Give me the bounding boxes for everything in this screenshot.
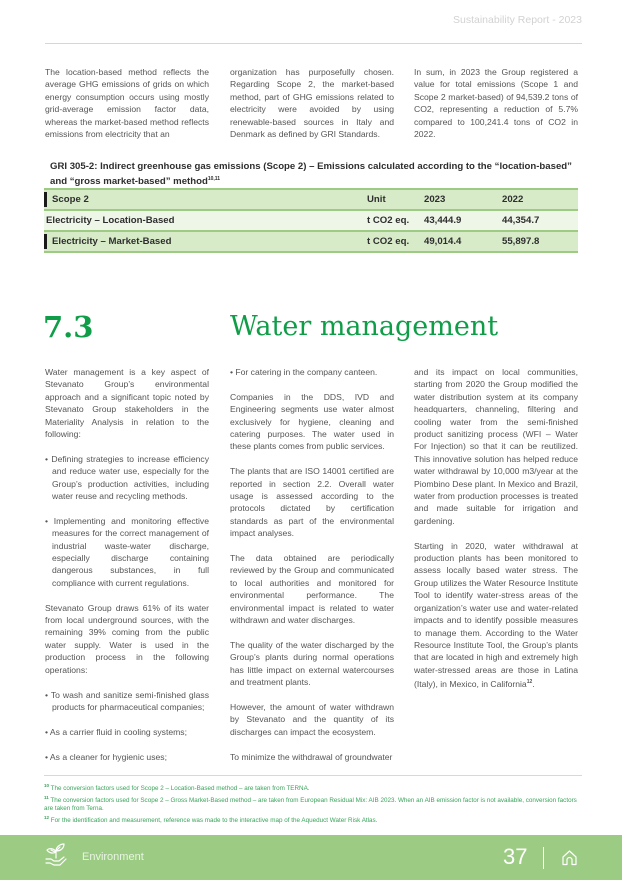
footnote-number: 11 [44, 794, 49, 800]
body-column-2 [230, 366, 394, 763]
paragraph: The location-based method reflects the average GHG emissions of grids on which energy consumption occurs using mostly grid-average emission factor data, whereas the market-based method reflects emissions from electricity that an [45, 67, 209, 140]
cell-2023: 43,444.9 [424, 215, 462, 226]
report-title: Sustainability Report - 2023 [453, 14, 582, 26]
paragraph: The data obtained are periodically reviewed by the Group and communicated to local authorities and monitored for environmental performance. The environmental impact is related to water withdrawn and water discharges. [230, 553, 394, 626]
bullet-item: • Defining strategies to increase efficiency and reduce water use, especially for the Group’s production activities, including water reuse and recycling methods. [45, 453, 209, 502]
paragraph: However, the amount of water withdrawn by Stevanato and the quantity of its discharges can impact the ecosystem. [230, 701, 394, 737]
cell-label: Electricity – Market-Based [52, 236, 172, 247]
paragraph: and its impact on local communities, starting from 2020 the Group modified the water distribution system at its company headquarters, channeling, filtering and cooling water from the semi-finished product sanitizing process (WFI – Water For Injection) so that it can be reutilized. This innovative solution has helped reduce water withdrawal by 10,000 m3/year at the Piombino Dese plant. In Mexico and Brazil, water from production processes is treated and made suitable for irrigation and gardening. [414, 367, 578, 526]
footnote-number: 12 [44, 814, 50, 820]
footnote-number: 10 [44, 783, 50, 788]
paragraph: Starting in 2020, water withdrawal at production plants has been monitored to assess locally based water stress. The Group utilizes the Water Resource Institute Tool to identify water-stress areas of the organization’s water use and water-related impacts and to identify possible measures to manage them. According to the Water Resource Institute Tool, the Group’s plants that are located in high and extremely high water-stressed areas are those in Latina (Italy), in Mexico, in California$^{12}$. [414, 540, 578, 689]
paragraph: Water management is a key aspect of Stevanato Group’s environmental approach and a significant topic noted by Stevanato Group stakeholders in the Materiality Analysis in relation to the following: [45, 367, 209, 440]
footnote-divider [44, 775, 582, 776]
row-marker [44, 234, 47, 249]
paragraph: The quality of the water discharged by the Group’s plants during normal operations has little impact on external watercourses and treatment plants. [230, 639, 394, 688]
header-scope: Scope 2 [52, 194, 89, 205]
bullet-item: • Implementing and monitoring effective measures for the correct management of industrial waste-water discharge, especially discharge containing dangerous substances, in full compliance with current regulations. [45, 515, 209, 588]
footnote-text: The conversion factors used for Scope 2 – Gross Market-Based method – are taken from European Residual Mix: AIB 2023. When an AIB emission factor is not available, conversion factors are taken from Terna. [44, 796, 577, 813]
bullet-item: • As a cleaner for hygienic uses; [45, 751, 167, 762]
paragraph: Stevanato Group draws 61% of its water from local underground sources, with the remaining 39% coming from the public water supply. Water is used in the production process in the following operations: [45, 602, 209, 675]
cell-unit: t CO2 eq. [367, 236, 410, 247]
footnote-text: For the identification and measurement, reference was made to the interactive map of the Aqueduct Water Risk Atlas. [50, 817, 378, 825]
plant-in-hand-icon [43, 842, 69, 868]
intro-column-2 [230, 66, 394, 140]
footer-section-label[interactable]: Environment [82, 851, 144, 863]
cell-2022: 44,354.7 [502, 215, 540, 226]
table-title-text: GRI 305-2: Indirect greenhouse gas emissions (Scope 2) – Emissions calculated according to the “location-based” and “gross market-based” method [50, 161, 572, 188]
footnote [44, 794, 584, 814]
bullet-item: • As a carrier fluid in cooling systems; [45, 726, 187, 737]
cell-unit: t CO2 eq. [367, 215, 410, 226]
table-row [44, 230, 578, 253]
footnotes [44, 782, 584, 826]
cell-2023: 49,014.4 [424, 236, 462, 247]
row-marker [44, 192, 47, 207]
paragraph: In sum, in 2023 the Group registered a value for total emissions (Scope 1 and Scope 2 market-based) of 94,539.2 tons of CO2, representing a reduction of 5.7% compared to 100,241.4 tons of CO2 in 2022. [414, 67, 578, 140]
footnote [44, 782, 584, 794]
section-number: 7.3 [43, 310, 94, 344]
header-2022: 2022 [502, 194, 524, 205]
table-header-row [44, 188, 578, 209]
table-row [44, 209, 578, 230]
intro-column-1 [45, 66, 209, 140]
paragraph: organization has purposefully chosen. Regarding Scope 2, the market-based method, part of GHG emissions related to electricity were avoided by using renewable-based sources in Italy and Denmark as defined by GRI Standards. [230, 67, 394, 140]
body-column-3 [414, 366, 578, 690]
section-title: Water management [230, 311, 499, 342]
footnote-ref[interactable]: 10,11 [207, 176, 221, 182]
paragraph: The plants that are ISO 14001 certified are reported in section 2.2. Overall water usage is assessed according to the protocols dictated by certification standards as part of the environmental impact analyses. [230, 466, 394, 539]
header-unit: Unit [367, 194, 386, 205]
page-number: 37 [503, 844, 528, 869]
footer-separator [543, 847, 544, 869]
footnote-text: The conversion factors used for Scope 2 – Location-Based method – are taken from TERNA. [50, 785, 310, 793]
table-title [50, 161, 590, 188]
paragraph: To minimize the withdrawal of groundwater [230, 751, 393, 762]
header-divider [45, 43, 582, 44]
cell-label: Electricity – Location-Based [46, 215, 175, 226]
footnote [44, 814, 584, 826]
emissions-table [44, 188, 578, 253]
paragraph: Companies in the DDS, IVD and Engineering segments use water almost exclusively for hygiene, cleaning and catering purposes. The water used in these plants comes from public services. [230, 391, 394, 452]
body-column-1 [45, 366, 209, 763]
paragraph-text: Starting in 2020, water withdrawal at production plants has been monitored to assess locally based water stress. The Group utilizes the Water Resource Institute Tool to identify water-stress areas of the organization’s water use and water-related impacts and to identify possible measures to manage them. According to the Water Resource Institute Tool, the Group’s plants that are located in high and extremely high water-stressed areas are those in Latina (Italy), in Mexico, in California [414, 540, 578, 689]
bullet-item: • To wash and sanitize semi-finished glass products for pharmaceutical companies; [45, 689, 209, 712]
home-icon[interactable] [561, 849, 578, 866]
cell-2022: 55,897.8 [502, 236, 540, 247]
page-footer [0, 835, 622, 880]
footnote-ref[interactable]: 12 [526, 679, 533, 686]
header-2023: 2023 [424, 194, 446, 205]
intro-column-3 [414, 66, 578, 140]
bullet-item: • For catering in the company canteen. [230, 367, 378, 377]
